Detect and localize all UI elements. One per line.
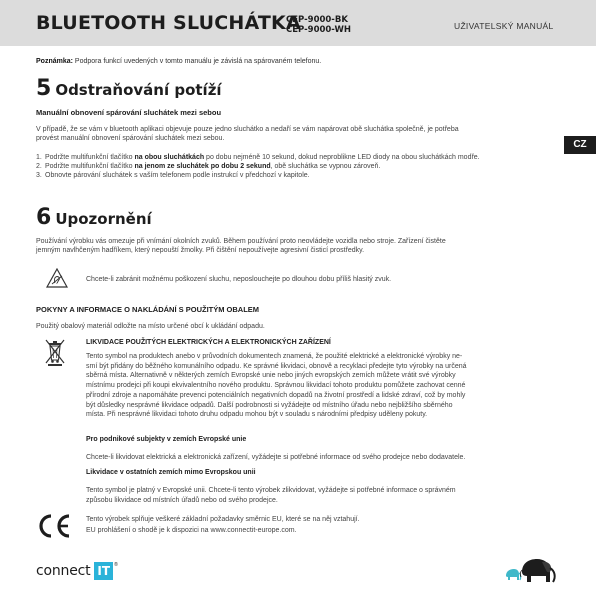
text-line: Tento výrobek splňuje veškeré základní požadavky směrnic EU, které se na něj vztahují. [86,516,360,523]
page-header [0,0,596,46]
step-number: 2. [36,163,42,170]
step-text: Obnovte párování sluchátek s vaším telefonem podle instrukcí v předchozí v kapitole. [45,172,310,179]
packaging-heading: POKYNY A INFORMACE O NAKLÁDÁNÍ S POUŽITÝM OBALEM [36,305,260,314]
step-text: Podržte multifunkční tlačítko [45,163,135,170]
crossed-bin-icon [44,338,66,366]
business-heading: Pro podnikové subjekty v zemích Evropské unie [86,436,247,443]
text-line: sběrná místa. Alternativně v některých zemích Evropské unie nebo jiných evropských zemích můžete vrátit své výrobky [86,372,456,380]
intro-paragraph [36,125,556,143]
weee-paragraph [86,352,556,420]
hearing-warning: Chcete-li zabránit možnému poškození sluchu, neposlouchejte po dlouhou dobu příliš hlasitý zvuk. [86,276,392,283]
section-title: Upozornění [55,210,152,228]
section-heading [36,205,152,230]
manual-label: UŽIVATELSKÝ MANUÁL [454,21,554,31]
step-text: po dobu nejméně 10 sekund, dokud neproblikne LED diody na obou sluchátkách modře. [204,154,480,161]
language-tab: CZ [564,136,596,154]
text-line: jemným navlhčeným hadříkem, který nepouští žmolky. Při čištění nepoužívejte agresivní čisticí prostředky. [36,247,365,254]
ce-mark-icon [36,513,74,539]
outside-eu-heading: Likvidace v ostatních zemích mimo Evropskou unii [86,469,256,476]
model-number: CEP-9000-BK [286,15,348,25]
list-item [36,153,556,162]
text-line: místa. Při nesprávné likvidaci tohoto druhu odpadu mohou být v souladu s národními předpisy uděleny pokuty. [86,411,428,419]
section-number: 6 [36,205,52,230]
note-text: Podpora funkcí uvedených v tomto manuálu je závislá na spárovaném telefonu. [72,58,322,65]
model-numbers [286,15,351,35]
outside-eu-text [86,486,556,505]
text-line: být důsledky nesprávné likvidace odpadů. Další podrobnosti si vyžádejte od místního úřadu nebo nejbližšího sběrného [86,401,453,409]
elephants-icon [504,552,558,584]
model-number: CEP-9000-WH [286,25,351,35]
list-item [36,171,556,180]
list-item [36,162,556,171]
subheading: Manuální obnovení spárování sluchátek mezi sebou [36,108,222,117]
ce-declaration [86,514,556,536]
text-line: způsobu likvidace od místních úřadů nebo od svého prodejce. [86,496,278,504]
text-line: EU prohlášení o shodě je k dispozici na www.connectit-europe.com. [86,527,297,534]
packaging-text: Použitý obalový materiál odložte na místo určené obcí k ukládání odpadu. [36,323,265,330]
weee-heading: LIKVIDACE POUŽITÝCH ELEKTRICKÝCH A ELEKTRONICKÝCH ZAŘÍZENÍ [86,339,331,346]
text-line: přírodní zdroje a napomáháte prevenci potenciálních negativních dopadů na životní prostředí a lidské zdraví, což by mohly [86,391,466,399]
document-title: BLUETOOTH SLUCHÁTKA [36,12,301,34]
step-text: Podržte multifunkční tlačítko [45,154,135,161]
warning-paragraph [36,237,556,255]
note-label: Poznámka: [36,58,73,65]
step-bold: na jenom ze sluchátek po dobu 2 sekund [134,163,271,170]
step-bold: na obou sluchátkách [134,154,205,161]
steps-list [36,153,556,180]
text-line: smí být přidány do běžného komunálního odpadu. Ke správné likvidaci, obnově a recyklaci předejte tyto výrobky na určená [86,362,467,370]
section-title: Odstraňování potíží [55,81,222,99]
section-heading [36,76,222,101]
section-number: 5 [36,76,52,101]
step-number: 1. [36,154,42,161]
text-line: Tento symbol na produktech anebo v průvodních dokumentech znamená, že použité elektrické a elektronické výrobky ne- [86,353,463,360]
step-text: , obě sluchátka se vypnou zároveň. [270,163,381,170]
text-line: provést manuální obnovení spárování sluchátek mezi sebou. [36,135,225,142]
text-line: Tento symbol je platný v Evropské unii. Chcete-li tento výrobek zlikvidovat, vyžádejte si potřebné informace o správném [86,487,456,494]
text-line: V případě, že se vám v bluetooth aplikaci objevuje pouze jedno sluchátko a nedaří se vám napárovat obě sluchátka společně, je potřeba [36,126,459,133]
text-line: Používání výrobku vás omezuje při vnímání okolních zvuků. Během používání proto neovládejte vozidla nebo stroje. Zařízení čistěte [36,238,446,245]
note [36,58,321,65]
brand-logo [36,562,118,580]
logo-wordmark: connect [36,563,91,579]
ear-warning-icon [46,268,68,288]
text-line: místnímu prodejci při koupi ekvivalentního nového produktu. Správnou likvidací tohoto produktu pomůžete zachovat cenné [86,382,466,390]
step-number: 3. [36,172,42,179]
business-text: Chcete-li likvidovat elektrická a elektronická zařízení, vyžádejte si potřebné informace od svého prodejce nebo dodavatele. [86,454,466,461]
logo-it-box: IT [94,562,113,580]
registered-mark: ® [114,562,118,568]
